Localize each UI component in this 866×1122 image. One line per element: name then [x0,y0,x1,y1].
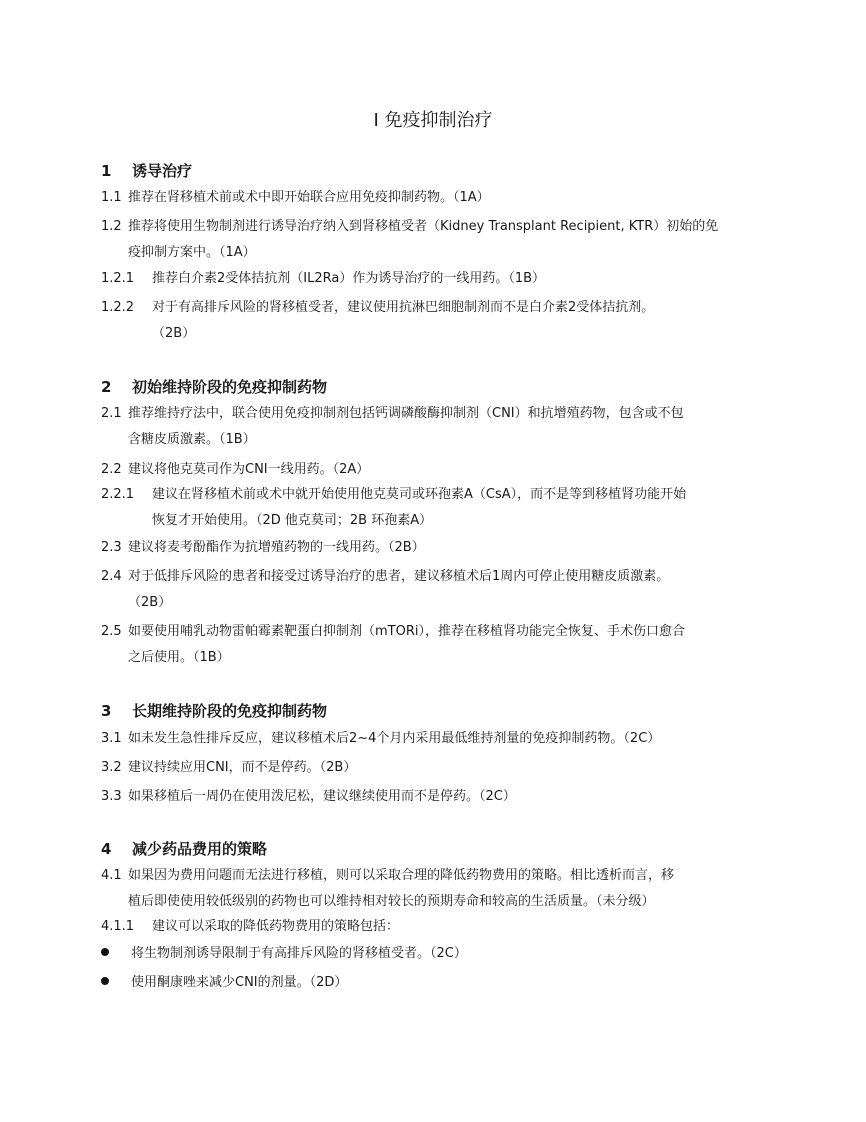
bullet-icon [101,977,109,985]
bullet-text: 使用酮康唑来减少CNI的剂量。（2D） [131,975,348,990]
item-text: 如果移植后一周仍在使用泼尼松，建议继续使用而不是停药。（2C） [128,789,516,804]
item-text-continued: 恢复才开始使用。（2D 他克莫司；2B 环孢素A） [152,513,433,528]
section-heading [101,376,327,398]
section-title: 减少药品费用的策略 [132,840,268,858]
item-text-continued: （2B） [152,326,196,341]
section-number: 3 [101,702,112,720]
item-number: 2.2.1 [101,487,135,502]
list-item [101,266,545,292]
item-number: 1.1 [101,190,122,205]
section-title: 初始维持阶段的免疫抑制药物 [132,378,328,396]
item-text: 对于低排斥风险的患者和接受过诱导治疗的患者，建议移植术后1周内可停止使用糖皮质激素。 [128,569,670,584]
section-number: 4 [101,840,112,858]
item-text: 如果因为费用问题而无法进行移植，则可以采取合理的降低药物费用的策略。相比透析而言，移 [128,868,675,883]
item-number: 2.2 [101,462,122,477]
item-number: 2.5 [101,624,122,639]
item-text: 推荐维持疗法中，联合使用免疫抑制剂包括钙调磷酸酶抑制剂（CNI）和抗增殖药物，包含或不包 [128,406,684,421]
list-item [101,457,369,483]
item-number: 4.1 [101,868,122,883]
item-text-continued: 疫抑制方案中。（1A） [128,245,256,260]
bullet-text: 将生物制剂诱导限制于有高排斥风险的肾移植受者。（2C） [131,946,467,961]
item-text-continued: （2B） [128,595,172,610]
item-text: 建议持续应用CNI，而不是停药。（2B） [128,760,357,775]
item-number: 2.3 [101,540,122,555]
item-text: 建议将他克莫司作为CNI一线用药。（2A） [128,462,370,477]
list-item [101,564,669,616]
section-number: 1 [101,162,112,180]
list-item [101,755,356,781]
item-number: 1.2 [101,219,122,234]
bullet-item [101,941,467,967]
section-title: 长期维持阶段的免疫抑制药物 [132,702,328,720]
section-heading [101,160,192,182]
section-title: 诱导治疗 [132,162,193,180]
item-number: 3.3 [101,789,122,804]
item-number: 1.2.1 [101,271,135,286]
list-item [101,535,425,561]
item-number: 2.1 [101,406,122,421]
list-item [101,214,718,266]
item-number: 1.2.2 [101,300,135,315]
item-text: 建议可以采取的降低药物费用的策略包括： [152,919,400,934]
item-text: 如要使用哺乳动物雷帕霉素靶蛋白抑制剂（mTORi），推荐在移植肾功能完全恢复、手术伤口愈合 [128,624,685,639]
item-text-continued: 之后使用。（1B） [128,650,230,665]
list-item [101,185,490,211]
item-number: 2.4 [101,569,122,584]
list-item [101,619,685,671]
list-item [101,784,516,810]
item-text: 推荐在肾移植术前或术中即开始联合应用免疫抑制药物。（1A） [128,190,490,205]
page-title: I 免疫抑制治疗 [373,110,493,131]
list-item [101,863,674,915]
item-text: 对于有高排斥风险的肾移植受者，建议使用抗淋巴细胞制剂而不是白介素2受体拮抗剂。 [152,300,655,315]
item-number: 3.1 [101,731,122,746]
bullet-icon [101,948,109,956]
list-item [101,482,686,534]
item-text: 建议在肾移植术前或术中就开始使用他克莫司或环孢素A（CsA），而不是等到移植肾功能开始 [152,487,687,502]
bullet-item [101,970,347,996]
section-heading [101,700,327,722]
list-item [101,295,654,347]
section-number: 2 [101,378,112,396]
item-text: 推荐将使用生物制剂进行诱导治疗纳入到肾移植受者（Kidney Transplant Recipient, KTR）初始的免 [128,219,719,234]
item-text-continued: 含糖皮质激素。（1B） [128,432,256,447]
item-text: 如未发生急性排斥反应，建议移植术后2~4个月内采用最低维持剂量的免疫抑制药物。（2C） [128,731,661,746]
list-item [101,726,660,752]
item-text: 建议将麦考酚酯作为抗增殖药物的一线用药。（2B） [128,540,425,555]
list-item [101,401,684,453]
item-text: 推荐白介素2受体拮抗剂（IL2Ra）作为诱导治疗的一线用药。（1B） [152,271,546,286]
item-text-continued: 植后即使使用较低级别的药物也可以维持相对较长的预期寿命和较高的生活质量。（未分级） [128,894,655,909]
section-heading [101,838,267,860]
item-number: 3.2 [101,760,122,775]
item-number: 4.1.1 [101,919,135,934]
list-item [101,914,399,940]
